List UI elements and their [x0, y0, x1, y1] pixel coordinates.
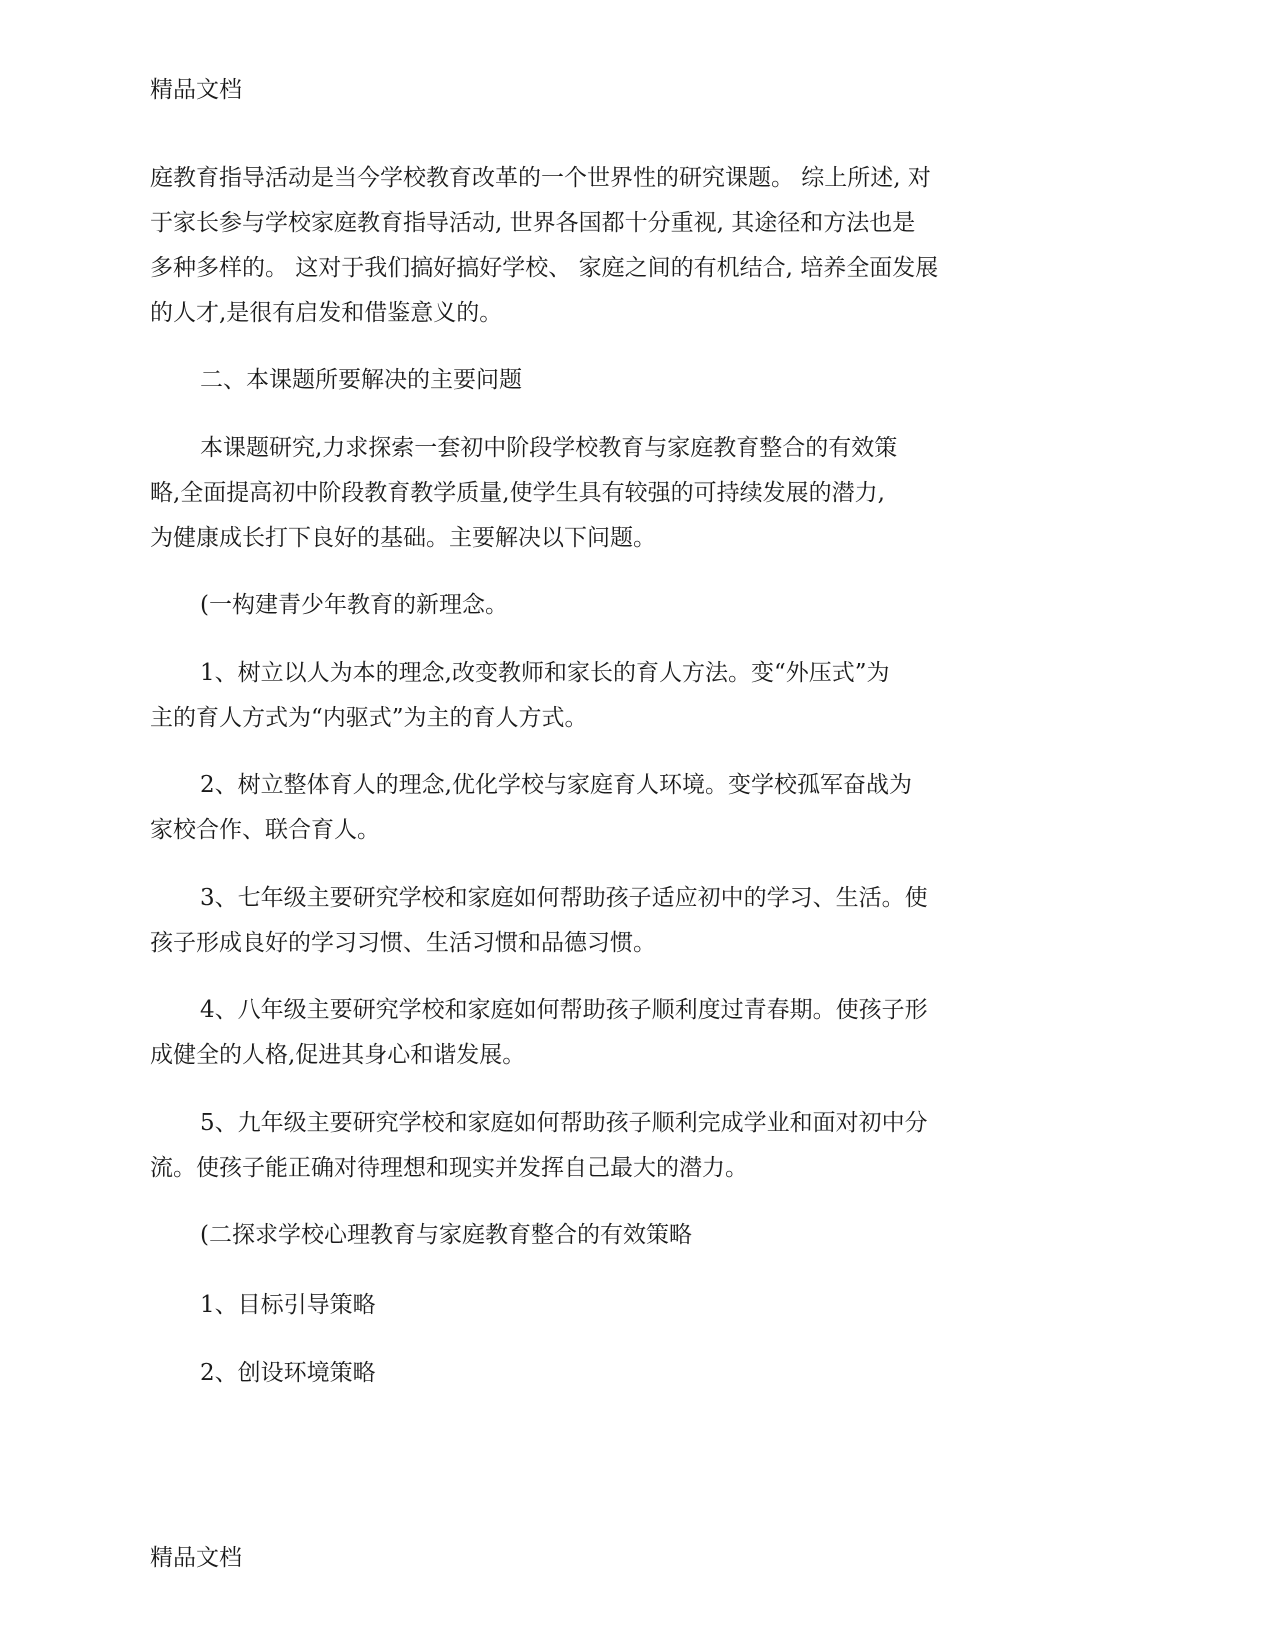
text-line: 主的育人方式为“内驱式”为主的育人方式。	[150, 705, 588, 731]
subsection-heading: (一构建青少年教育的新理念。	[200, 592, 508, 618]
list-item: 3、七年级主要研究学校和家庭如何帮助孩子适应初中的学习、生活。使	[200, 885, 928, 911]
text-line: 成健全的人格,促进其身心和谐发展。	[150, 1042, 526, 1068]
text-line: 孩子形成良好的学习习惯、生活习惯和品德习惯。	[150, 930, 656, 956]
text-line: 多种多样的。 这对于我们搞好搞好学校、 家庭之间的有机结合, 培养全面发展	[150, 255, 939, 281]
page-header: 精品文档	[150, 77, 242, 103]
section-heading: 二、本课题所要解决的主要问题	[200, 367, 522, 393]
text-line: 于家长参与学校家庭教育指导活动, 世界各国都十分重视, 其途径和方法也是	[150, 210, 916, 236]
list-item: 1、目标引导策略	[200, 1292, 376, 1318]
subsection-heading: (二探求学校心理教育与家庭教育整合的有效策略	[200, 1222, 692, 1248]
page-footer: 精品文档	[150, 1545, 242, 1571]
list-item: 4、八年级主要研究学校和家庭如何帮助孩子顺利度过青春期。使孩子形	[200, 997, 928, 1023]
list-item: 2、创设环境策略	[200, 1360, 376, 1386]
text-line: 本课题研究,力求探索一套初中阶段学校教育与家庭教育整合的有效策	[200, 435, 898, 461]
text-line: 略,全面提高初中阶段教育教学质量,使学生具有较强的可持续发展的潜力,	[150, 480, 885, 506]
list-item: 1、树立以人为本的理念,改变教师和家长的育人方法。变“外压式”为	[200, 660, 890, 686]
list-item: 2、树立整体育人的理念,优化学校与家庭育人环境。变学校孤军奋战为	[200, 772, 912, 798]
text-line: 为健康成长打下良好的基础。主要解决以下问题。	[150, 525, 656, 551]
list-item: 5、九年级主要研究学校和家庭如何帮助孩子顺利完成学业和面对初中分	[200, 1110, 928, 1136]
text-line: 庭教育指导活动是当今学校教育改革的一个世界性的研究课题。 综上所述, 对	[150, 165, 931, 191]
text-line: 的人才,是很有启发和借鉴意义的。	[150, 300, 503, 326]
text-line: 家校合作、联合育人。	[150, 817, 380, 843]
text-line: 流。使孩子能正确对待理想和现实并发挥自己最大的潜力。	[150, 1155, 748, 1181]
